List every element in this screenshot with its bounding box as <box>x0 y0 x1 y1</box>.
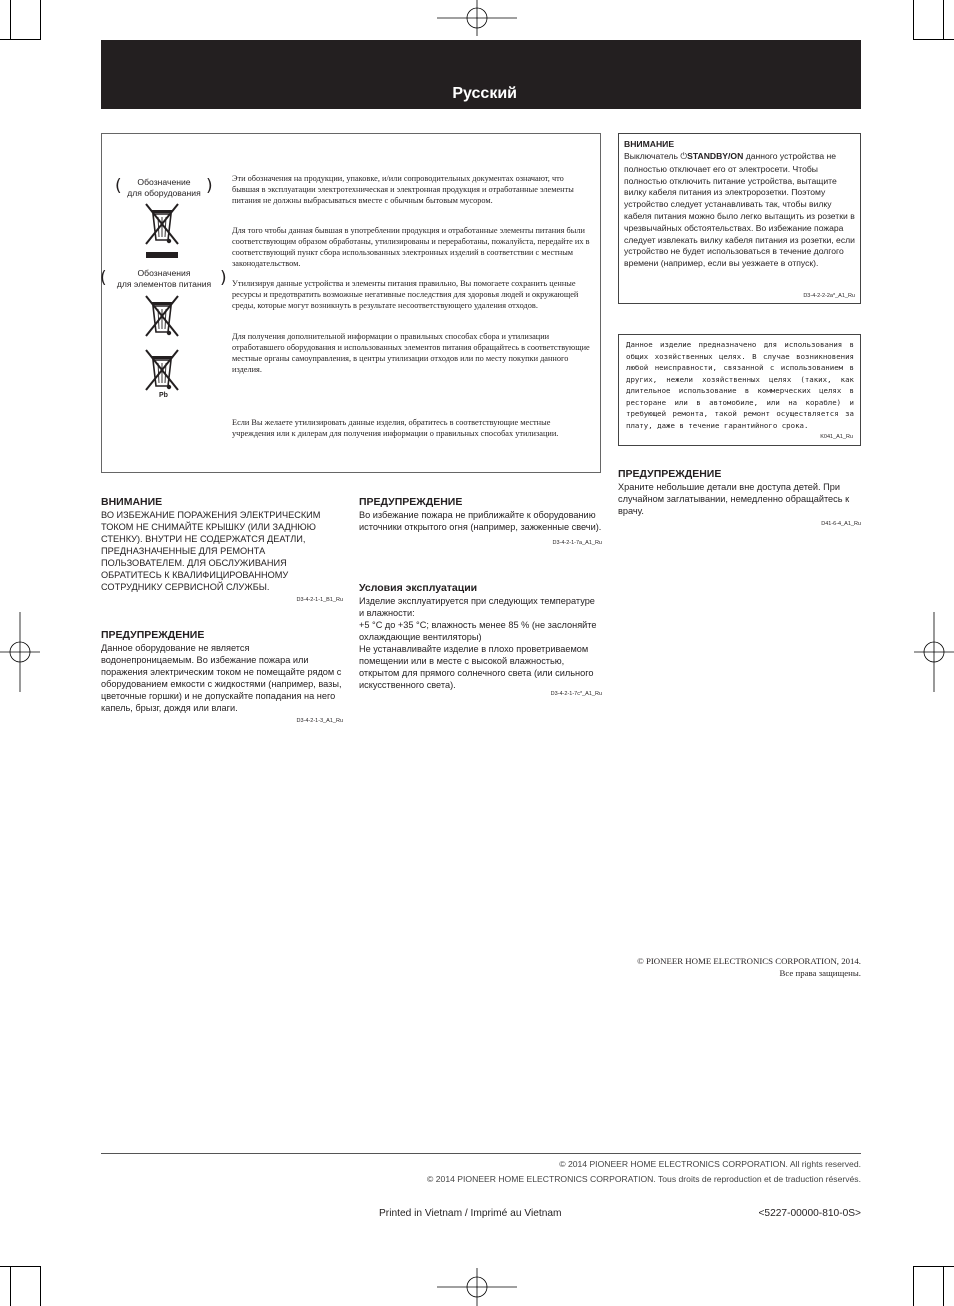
copyright-ru-line: Все права защищены. <box>779 968 861 978</box>
section-text: Храните небольшие детали вне доступа детей. При случайном заглатывании, немедленно обращайтесь к врачу. <box>618 482 850 516</box>
part-number: <5227-00000-810-0S> <box>758 1208 861 1219</box>
standby-text-before: Выключатель <box>624 151 681 161</box>
doc-code: D3-4-2-1-7c*_A1_Ru <box>550 691 602 697</box>
doc-code: D41-6-4_A1_Ru <box>821 521 861 527</box>
operating-conditions-section <box>359 582 602 697</box>
bracket-left: ( <box>115 176 122 196</box>
standby-text-after: данного устройства не полностью отключает его от электросети. Чтобы полностью отключить питание устройства, вытащите вилку кабеля питания из электророзетки. Поэтому устройство следует устанавливать так, чтобы вилку кабеля питания можно было легко вытащить из розетки в чрезвычайных обстоятельствах. Во избежание пожара следует извлекать вилку кабеля питания из розетки, если устройство не будет использоваться в течение долгого времени (например, если вы уезжаете в отпуск). <box>624 151 855 269</box>
section-text: Во избежание пожара не приближайте к оборудованию источники открытого огня (например, зажженные свечи). <box>359 510 602 532</box>
crop-mark <box>914 1266 954 1267</box>
crop-mark <box>914 39 954 40</box>
printed-in: Printed in Vietnam / Imprimé au Vietnam <box>379 1208 562 1219</box>
section-title: ПРЕДУПРЕЖДЕНИЕ <box>101 629 205 641</box>
registration-mark-icon <box>437 1268 517 1306</box>
household-use-text: Данное изделие предназначено для использования в общих хозяйственных целях. В случае возникновения любой неисправности, связанной с использованием в других, нежели хозяйственных целях (таких, как длительное использование в коммерческих целях в ресторане или в автомобиле, или на корабле) и требующей ремонта, такой ремонт осуществляется за плату, даже в течение гарантийного срока. <box>626 340 854 430</box>
waste-disposal-contact: Если Вы желаете утилизировать данные изделия, обратитесь в соответствующие местные учреждения или к дилерам для получения информации о правильных способах утилизации. <box>232 418 559 438</box>
section-title: Условия эксплуатации <box>359 582 478 594</box>
registration-mark-icon <box>0 612 40 692</box>
section-text: Не устанавливайте изделие в плохо проветриваемом помещении или в месте с высокой влажностью, открытом для прямого солнечного света (или сильного искусственного света). <box>359 644 594 690</box>
standby-caution-text <box>624 151 858 270</box>
doc-code: D3-4-2-1-3_A1_Ru <box>296 718 343 724</box>
section-text: Данное оборудование не является водонепроницаемым. Во избежание пожара или поражения электрическим током не помещайте рядом с оборудованием емкости с жидкостями (например, вазы, цветочные горшки) и не допускайте попадания на него капель, брызг, дождя или влаги. <box>101 643 342 713</box>
section-text: ВО ИЗБЕЖАНИЕ ПОРАЖЕНИЯ ЭЛЕКТРИЧЕСКИМ ТОКОМ НЕ СНИМАЙТЕ КРЫШКУ (ИЛИ ЗАДНЮЮ СТЕНКУ). ВНУТРИ НЕ СОДЕРЖАТСЯ ДЕАТЛИ, ПРЕДНАЗНАЧЕННЫЕ ДЛЯ РЕМОНТА ПОЛЬЗОВАТЕЛЕМ. ДЛЯ ОБСЛУЖИВАНИЯ ОБРАТИТЕСЬ К КВАЛИФИЦИРОВАННОМУ СОТРУДНИКУ СЕРВИСНОЙ СЛУЖБЫ. <box>101 510 321 592</box>
battery-symbol-label: Обозначения для элементов питания <box>116 268 212 289</box>
crossed-bin-icon <box>142 294 182 344</box>
section-title: ВНИМАНИЕ <box>101 496 163 508</box>
footer-copyright-en: © 2014 PIONEER HOME ELECTRONICS CORPORATION. All rights reserved. <box>559 1159 861 1169</box>
bracket-right: ) <box>220 268 227 288</box>
language-title: Русский <box>452 85 517 102</box>
doc-code: D3-4-2-2-2a*_A1_Ru <box>803 293 855 299</box>
waste-paragraph: Эти обозначения на продукции, упаковке, и/или сопроводительных документах означают, что бывшая в эксплуатации электротехническая и электронная продукция и отработанные элементы питания не должны выбрасываться вместе с обычным бытовым мусором. <box>232 174 574 205</box>
pb-label: Pb <box>159 392 168 399</box>
standby-button-name: STANDBY/ON <box>687 151 744 161</box>
copyright-ru <box>637 955 861 979</box>
waste-paragraph: Для получения дополнительной информации о правильных способах сбора и утилизации отработавшего оборудования и использованных элементов питания обращайтесь в соответствующие местные органы самоуправления, в центры утилизации отходов или по месту покупки данного изделия. <box>232 332 590 374</box>
crop-mark <box>943 0 944 40</box>
doc-code: D3-4-2-1-7a_A1_Ru <box>552 540 602 546</box>
doc-code: D3-4-2-1-1_B1_Ru <box>296 597 343 603</box>
section-text: Изделие эксплуатируется при следующих температуре и влажности: <box>359 596 595 618</box>
doc-code: K041_A1_Ru <box>820 434 853 440</box>
crossed-bin-icon <box>142 348 182 396</box>
registration-mark-icon <box>914 612 954 692</box>
standby-caution-title: ВНИМАНИЕ <box>624 139 675 149</box>
crop-mark <box>40 0 41 40</box>
bracket-right: ) <box>206 176 213 196</box>
language-banner <box>101 40 861 109</box>
crop-mark <box>913 1266 914 1306</box>
crop-mark <box>0 39 40 40</box>
crop-mark <box>40 1266 41 1306</box>
caution-shock-section <box>101 496 343 603</box>
footer-divider <box>101 1153 861 1154</box>
small-parts-section <box>618 468 861 527</box>
warning-water-section <box>101 629 343 724</box>
footer-copyright-fr: © 2014 PIONEER HOME ELECTRONICS CORPORATION. Tous droits de reproduction et de traduction réservés. <box>427 1174 861 1184</box>
crop-mark <box>913 0 914 40</box>
bracket-left: ( <box>100 268 107 288</box>
crop-mark <box>0 1266 40 1267</box>
warning-fire-section <box>359 496 602 546</box>
equipment-symbol-label: Обозначение для оборудования <box>127 177 201 198</box>
section-title: ПРЕДУПРЕЖДЕНИЕ <box>618 468 722 480</box>
waste-paragraph: Утилизируя данные устройства и элементы питания правильно, Вы помогаете сохранить ценные ресурсы и предотвратить возможные негативные последствия для здоровья людей и окружающей среды, которые могут возникнуть в результате несоответствующего удаления отходов. <box>232 279 579 310</box>
crop-mark <box>10 1266 11 1306</box>
section-title: ПРЕДУПРЕЖДЕНИЕ <box>359 496 463 508</box>
copyright-ru-line: © PIONEER HOME ELECTRONICS CORPORATION, 2014. <box>637 956 861 966</box>
crossed-bin-icon <box>142 200 182 262</box>
waste-disposal-box <box>101 133 601 473</box>
waste-paragraph: Для того чтобы данная бывшая в употреблении продукция и отработанные элементы питания были соответствующим образом обработаны, утилизированы и переработаны, пожалуйста, передайте их в соответствующий пункт сбора использованных электронных изделий в соответствии с местным законодательством. <box>232 226 590 268</box>
section-text: +5 °C до +35 °C; влажность менее 85 % (не заслоняйте охлаждающие вентиляторы) <box>359 620 597 642</box>
crop-mark <box>943 1266 944 1306</box>
standby-caution-box <box>618 133 861 304</box>
crop-mark <box>10 0 11 40</box>
power-icon: ⏻ <box>680 152 688 162</box>
household-use-box <box>618 334 861 446</box>
registration-mark-icon <box>437 0 517 36</box>
